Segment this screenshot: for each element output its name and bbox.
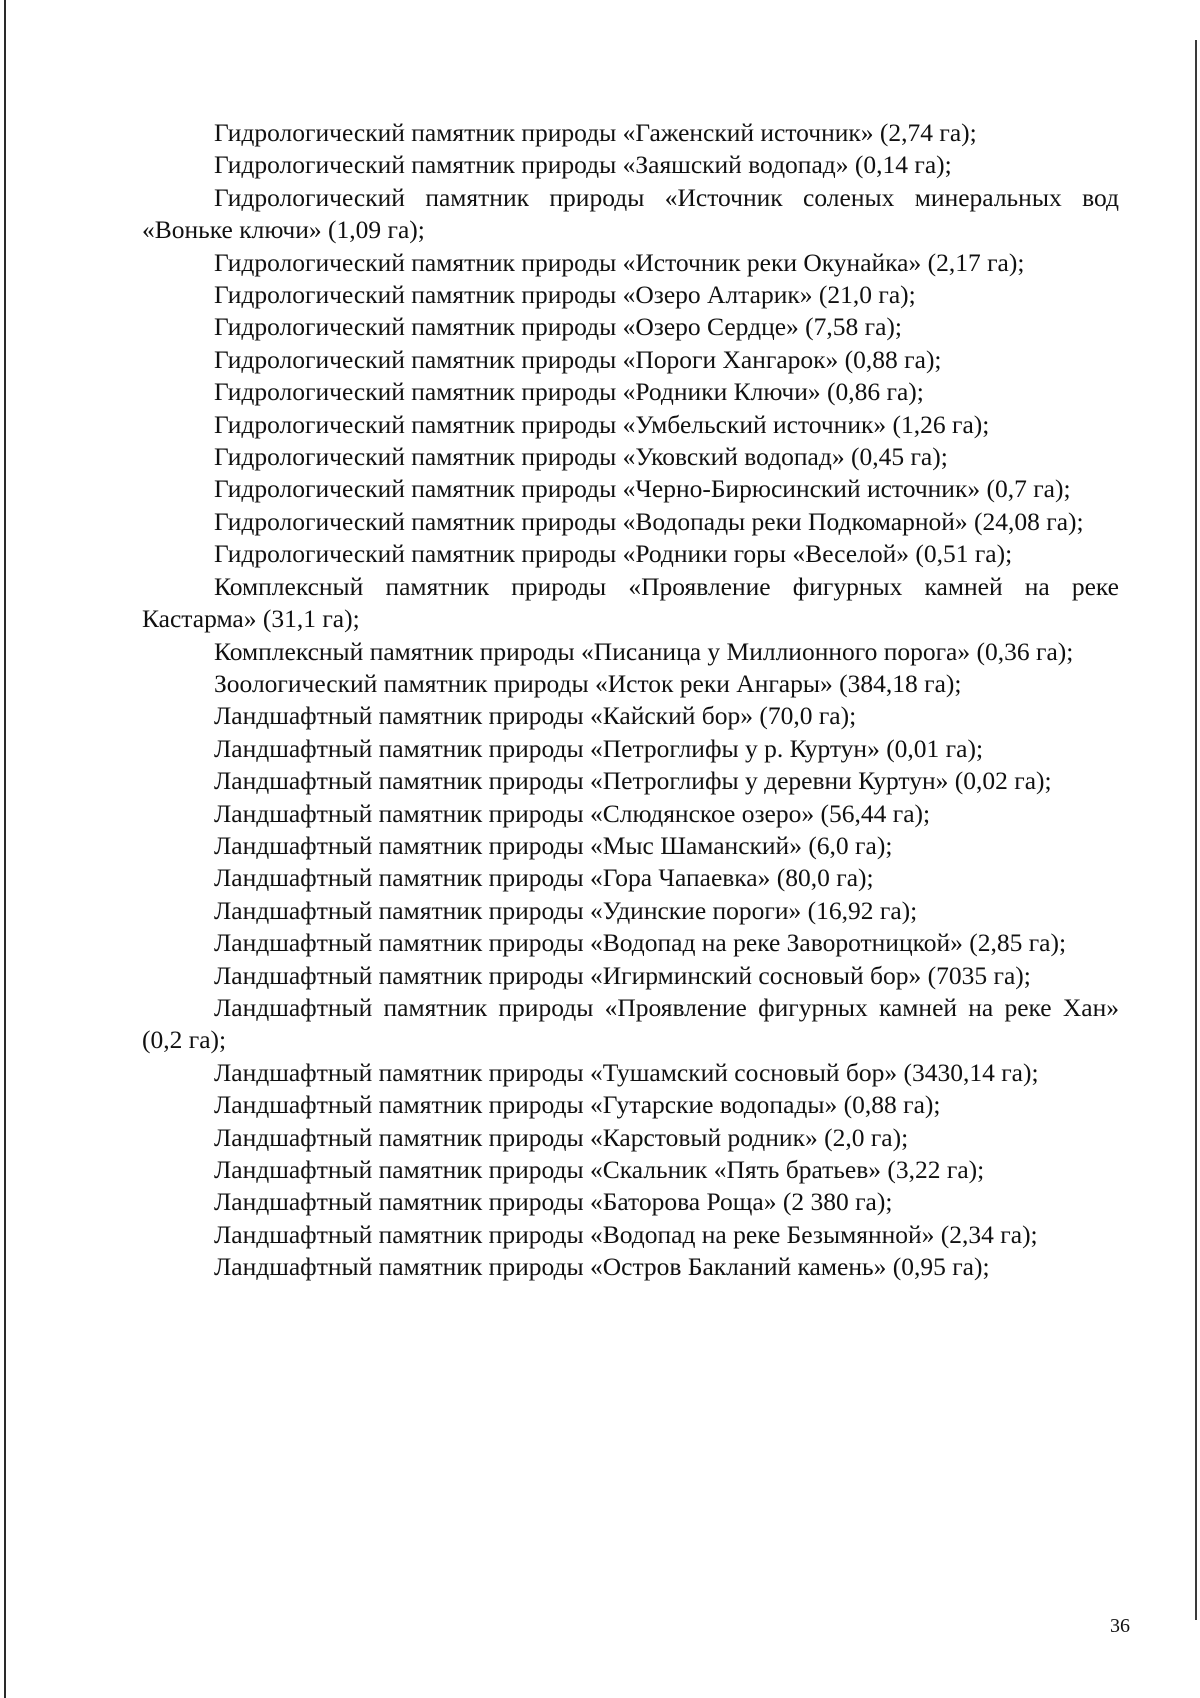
list-item: Гидрологический памятник природы «Уковский водопад» (0,45 га); xyxy=(214,442,948,472)
list-item: Гидрологический памятник природы «Родники горы «Веселой» (0,51 га); xyxy=(214,539,1013,569)
list-item: Гидрологический памятник природы «Источник реки Окунайка» (2,17 га); xyxy=(214,247,1025,277)
list-item: Ландшафтный памятник природы «Водопад на реке Безымянной» (2,34 га); xyxy=(214,1219,1038,1249)
list-item: Ландшафтный памятник природы «Скальник «Пять братьев» (3,22 га); xyxy=(214,1155,985,1184)
list-item: Гидрологический памятник природы «Родники Ключи» (0,86 га); xyxy=(214,377,924,407)
list-item: Ландшафтный памятник природы «Удинские пороги» (16,92 га); xyxy=(214,895,918,925)
page-number: 36 xyxy=(1110,1615,1130,1637)
list-item: Ландшафтный памятник природы «Водопад на реке Заворотницкой» (2,85 га); xyxy=(214,928,1067,958)
list-item: Ландшафтный памятник природы «Кайский бор» (70,0 га); xyxy=(214,701,857,731)
list-item: Гидрологический памятник природы «Озеро Алтарик» (21,0 га); xyxy=(214,280,916,310)
document-body xyxy=(142,117,1119,1284)
list-item: Ландшафтный памятник природы «Проявление фигурных камней на реке Хан» (0,2 га); xyxy=(142,992,1119,1055)
list-item: Ландшафтный памятник природы «Гора Чапаевка» (80,0 га); xyxy=(214,863,874,893)
list-item: Гидрологический памятник природы «Умбельский источник» (1,26 га); xyxy=(214,409,990,439)
scan-edge-right xyxy=(1195,40,1197,1620)
list-item: Гидрологический памятник природы «Водопады реки Подкомарной» (24,08 га); xyxy=(214,506,1084,536)
list-item: Гидрологический памятник природы «Гаженский источник» (2,74 га); xyxy=(214,118,977,147)
list-item: Ландшафтный памятник природы «Баторова Роща» (2 380 га); xyxy=(214,1187,893,1217)
list-item: Гидрологический памятник природы «Источник соленых минеральных вод «Воньке ключи» (1,09 га); xyxy=(142,182,1119,245)
list-item: Ландшафтный памятник природы «Мыс Шаманский» (6,0 га); xyxy=(214,830,893,860)
list-item: Ландшафтный памятник природы «Остров Бакланий камень» (0,95 га); xyxy=(214,1252,990,1282)
list-item: Ландшафтный памятник природы «Карстовый родник» (2,0 га); xyxy=(214,1122,909,1152)
list-item: Ландшафтный памятник природы «Тушамский сосновый бор» (3430,14 га); xyxy=(214,1057,1039,1087)
list-item: Ландшафтный памятник природы «Петроглифы у деревни Куртун» (0,02 га); xyxy=(214,766,1052,796)
list-item: Ландшафтный памятник природы «Игирминский сосновый бор» (7035 га); xyxy=(214,960,1031,990)
list-item: Комплексный памятник природы «Писаница у Миллионного порога» (0,36 га); xyxy=(214,636,1074,666)
list-item: Гидрологический памятник природы «Заяшский водопад» (0,14 га); xyxy=(214,150,952,180)
list-item: Гидрологический памятник природы «Пороги Хангарок» (0,88 га); xyxy=(214,344,942,374)
list-item: Ландшафтный памятник природы «Гутарские водопады» (0,88 га); xyxy=(214,1090,941,1120)
list-item: Ландшафтный памятник природы «Слюдянское озеро» (56,44 га); xyxy=(214,798,931,828)
list-item: Гидрологический памятник природы «Черно-Бирюсинский источник» (0,7 га); xyxy=(214,474,1071,504)
list-item: Ландшафтный памятник природы «Петроглифы у р. Куртун» (0,01 га); xyxy=(214,733,984,763)
list-item: Гидрологический памятник природы «Озеро Сердце» (7,58 га); xyxy=(214,312,903,342)
list-item: Зоологический памятник природы «Исток реки Ангары» (384,18 га); xyxy=(214,668,962,698)
scan-edge-left xyxy=(4,0,6,1698)
list-item: Комплексный памятник природы «Проявление фигурных камней на реке Кастарма» (31,1 га); xyxy=(142,571,1119,634)
